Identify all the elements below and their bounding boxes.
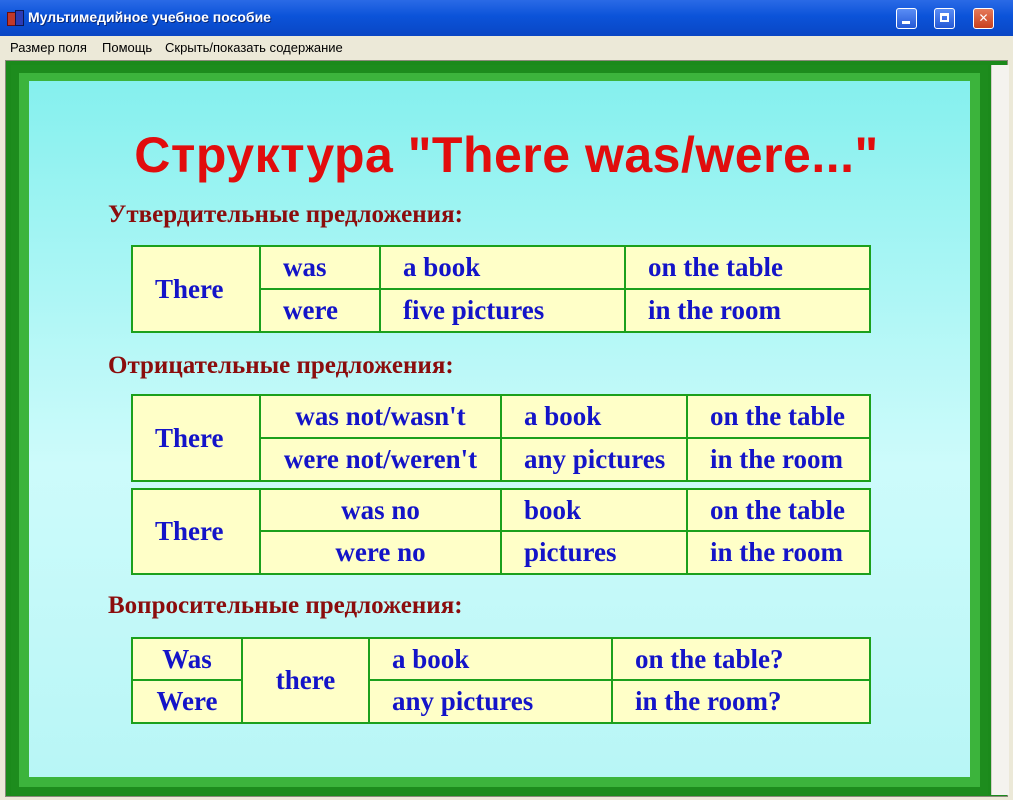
place-cell: in the room	[687, 438, 870, 481]
place-cell: in the room	[625, 289, 870, 332]
subject-cell: There	[132, 489, 260, 574]
interrogative-heading: Вопросительные предложения:	[108, 592, 463, 619]
verb-cell: was no	[260, 489, 501, 531]
object-cell: a book	[369, 638, 612, 680]
subject-cell: there	[242, 638, 369, 723]
close-icon: ✕	[978, 11, 989, 25]
place-cell: on the table	[625, 246, 870, 289]
place-cell: on the table?	[612, 638, 870, 680]
table-row	[132, 395, 870, 438]
verb-cell: Was	[132, 638, 242, 680]
negative-table-2	[131, 488, 871, 575]
affirmative-table	[131, 245, 871, 333]
minimize-button[interactable]	[896, 8, 917, 29]
place-cell: on the table	[687, 395, 870, 438]
subject-cell: There	[132, 395, 260, 481]
menu-item-help[interactable]: Помощь	[102, 40, 153, 55]
object-cell: any pictures	[369, 680, 612, 723]
window-title-bar[interactable]	[0, 0, 1013, 37]
table-row	[132, 246, 870, 289]
verb-cell: were not/weren't	[260, 438, 501, 481]
verb-cell: was	[260, 246, 380, 289]
maximize-button[interactable]	[934, 8, 955, 29]
object-cell: any pictures	[501, 438, 687, 481]
menu-bar	[0, 36, 1013, 60]
negative-table-1	[131, 394, 871, 482]
menu-item-toggle-contents[interactable]: Скрыть/показать содержание	[165, 40, 343, 55]
close-button[interactable]	[973, 8, 994, 29]
maximize-icon	[940, 13, 949, 22]
verb-cell: was not/wasn't	[260, 395, 501, 438]
place-cell: in the room	[687, 531, 870, 574]
object-cell: pictures	[501, 531, 687, 574]
app-icon[interactable]	[7, 10, 23, 26]
table-row	[132, 489, 870, 531]
object-cell: a book	[380, 246, 625, 289]
subject-cell: There	[132, 246, 260, 332]
interrogative-table	[131, 637, 871, 724]
negative-heading: Отрицательные предложения:	[108, 352, 454, 379]
affirmative-heading: Утвердительные предложения:	[108, 201, 463, 228]
place-cell: in the room?	[612, 680, 870, 723]
slide-title: Структура "There was/were..."	[134, 127, 879, 183]
menu-item-field-size[interactable]: Размер поля	[10, 40, 87, 55]
minimize-icon	[902, 21, 910, 24]
verb-cell: were	[260, 289, 380, 332]
window-title: Мультимедийное учебное пособие	[28, 9, 271, 25]
object-cell: book	[501, 489, 687, 531]
object-cell: a book	[501, 395, 687, 438]
place-cell: on the table	[687, 489, 870, 531]
verb-cell: were no	[260, 531, 501, 574]
table-row	[132, 638, 870, 680]
verb-cell: Were	[132, 680, 242, 723]
object-cell: five pictures	[380, 289, 625, 332]
